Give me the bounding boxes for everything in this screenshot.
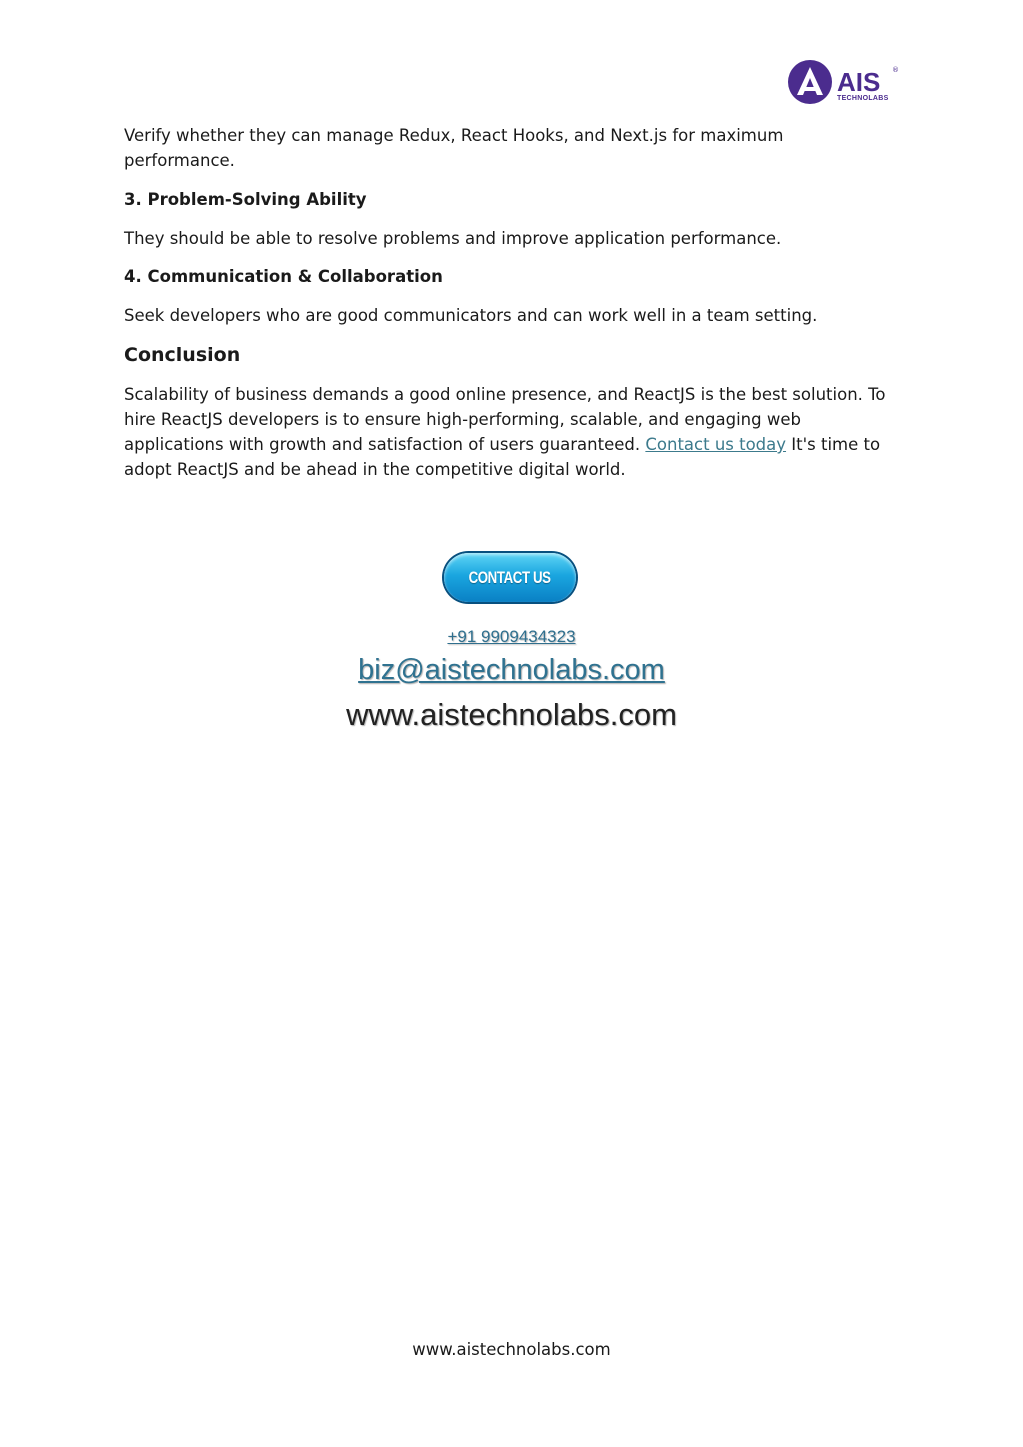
contact-us-button[interactable]: [444, 553, 576, 602]
section-3-text: They should be able to resolve problems and improve application performance.: [124, 229, 782, 248]
company-logo: [787, 58, 902, 108]
svg-text:AIS: AIS: [837, 67, 881, 97]
conclusion-text-end: It's time to adopt ReactJS and be ahead in the competitive digital world.: [124, 435, 881, 479]
section-4-text: Seek developers who are good communicators and can work well in a team setting.: [124, 306, 818, 325]
svg-text:TECHNOLABS: TECHNOLABS: [837, 95, 889, 102]
website-text[interactable]: www.aistechnolabs.com: [346, 697, 677, 732]
svg-text:®: ®: [892, 66, 899, 74]
article-content: [124, 123, 894, 482]
intro-paragraph: Verify whether they can manage Redux, React Hooks, and Next.js for maximum performance.: [124, 126, 784, 170]
conclusion-paragraph: [124, 382, 894, 482]
conclusion-text-start: Scalability of business demands a good online presence, and ReactJS is the best solution. To hire ReactJS developers is to ensure high-performing, scalable, and engaging web applications with growth and satisfaction of users guaranteed.: [124, 385, 886, 454]
section-3-title: 3. Problem-Solving Ability: [124, 190, 367, 209]
footer-website: www.aistechnolabs.com: [412, 1340, 611, 1359]
email-link[interactable]: biz@aistechnolabs.com: [358, 654, 665, 686]
phone-link[interactable]: +91 9909434323: [447, 627, 576, 646]
section-4-title: 4. Communication & Collaboration: [124, 267, 443, 286]
contact-us-today-link[interactable]: Contact us today: [645, 435, 787, 454]
contact-us-button-label: CONTACT US: [468, 567, 552, 587]
conclusion-heading: Conclusion: [124, 344, 241, 366]
